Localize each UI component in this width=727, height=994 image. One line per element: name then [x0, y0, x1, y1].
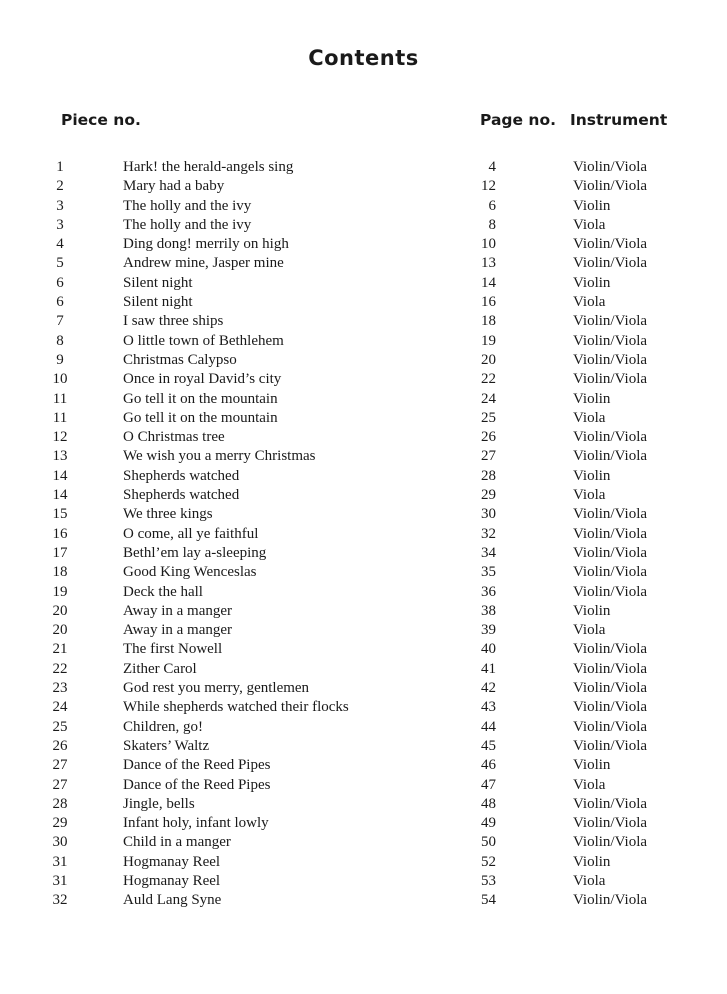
list-item: [0, 756, 727, 775]
list-item: [0, 235, 727, 254]
contents-list: [0, 158, 727, 911]
list-item: [0, 467, 727, 486]
instrument: Violin: [573, 853, 611, 870]
piece-number: 10: [52, 371, 68, 388]
instrument: Violin: [573, 467, 611, 484]
piece-title: Good King Wenceslas: [123, 564, 257, 581]
piece-number: 23: [52, 680, 68, 697]
piece-number: 27: [52, 776, 68, 793]
list-item: [0, 698, 727, 717]
list-item: [0, 660, 727, 679]
piece-number: 29: [52, 815, 68, 832]
page-number: 50: [481, 834, 496, 851]
piece-number: 14: [52, 467, 68, 484]
page-number: 28: [481, 467, 496, 484]
piece-title: We three kings: [123, 506, 213, 523]
list-item: [0, 891, 727, 910]
piece-title: Dance of the Reed Pipes: [123, 776, 271, 793]
list-item: [0, 776, 727, 795]
list-item: [0, 563, 727, 582]
piece-title: Auld Lang Syne: [123, 892, 222, 909]
list-item: [0, 833, 727, 852]
piece-title: The first Nowell: [123, 641, 223, 658]
page-number: 42: [481, 680, 496, 697]
page-number: 47: [481, 776, 496, 793]
list-item: [0, 177, 727, 196]
piece-number: 19: [52, 583, 68, 600]
instrument: Violin/Viola: [573, 544, 648, 561]
piece-number: 11: [52, 409, 68, 426]
piece-title: Hogmanay Reel: [123, 853, 221, 870]
page-number: 44: [481, 718, 496, 735]
page-number: 13: [481, 255, 496, 272]
instrument: Viola: [573, 487, 606, 504]
list-item: [0, 216, 727, 235]
piece-title: Infant holy, infant lowly: [123, 815, 269, 832]
instrument: Viola: [573, 294, 606, 311]
instrument: Viola: [573, 872, 606, 889]
list-item: [0, 293, 727, 312]
page-number: 30: [481, 506, 496, 523]
piece-title: O little town of Bethlehem: [123, 332, 284, 349]
piece-number: 5: [56, 255, 64, 272]
instrument: Violin: [573, 390, 611, 407]
page-number: 25: [481, 409, 496, 426]
instrument: Violin/Viola: [573, 718, 648, 735]
piece-number: 4: [56, 236, 64, 253]
piece-number: 20: [52, 602, 68, 619]
piece-number: 9: [56, 351, 64, 368]
instrument: Violin/Viola: [573, 448, 648, 465]
list-item: [0, 583, 727, 602]
list-item: [0, 312, 727, 331]
piece-title: Andrew mine, Jasper mine: [123, 255, 284, 272]
piece-title: Christmas Calypso: [123, 351, 237, 368]
piece-number: 24: [52, 699, 68, 716]
list-item: [0, 718, 727, 737]
instrument: Violin/Viola: [573, 313, 648, 330]
instrument: Violin/Viola: [573, 641, 648, 658]
list-item: [0, 158, 727, 177]
instrument: Violin/Viola: [573, 583, 648, 600]
instrument: Violin: [573, 757, 611, 774]
page-number: 29: [481, 487, 496, 504]
page-number: 16: [481, 294, 496, 311]
page-number: 24: [481, 390, 496, 407]
piece-title: Zither Carol: [123, 660, 197, 677]
piece-title: Skaters’ Waltz: [123, 737, 210, 754]
piece-number: 30: [52, 834, 68, 851]
list-item: [0, 390, 727, 409]
instrument: Violin/Viola: [573, 660, 648, 677]
page-number: 14: [481, 274, 496, 291]
list-item: [0, 505, 727, 524]
page-number: 6: [488, 197, 496, 214]
piece-number: 31: [52, 872, 68, 889]
list-item: [0, 254, 727, 273]
piece-title: While shepherds watched their flocks: [123, 699, 349, 716]
piece-title: Children, go!: [123, 718, 203, 735]
piece-title: Silent night: [123, 274, 193, 291]
piece-title: The holly and the ivy: [123, 216, 252, 233]
instrument: Violin/Viola: [573, 351, 648, 368]
page-number: 49: [481, 815, 496, 832]
page-number: 20: [481, 351, 496, 368]
instrument: Viola: [573, 776, 606, 793]
piece-title: Hogmanay Reel: [123, 872, 221, 889]
page-number: 10: [481, 236, 496, 253]
page-number: 4: [488, 159, 496, 175]
list-item: [0, 679, 727, 698]
list-item: [0, 370, 727, 389]
list-item: [0, 409, 727, 428]
instrument: Violin/Viola: [573, 892, 648, 909]
piece-title: Mary had a baby: [123, 178, 225, 195]
list-item: [0, 428, 727, 447]
list-item: [0, 640, 727, 659]
page-number: 35: [481, 564, 496, 581]
piece-title: O Christmas tree: [123, 429, 225, 446]
piece-title: Shepherds watched: [123, 467, 240, 484]
instrument: Violin: [573, 274, 611, 291]
piece-number: 16: [52, 525, 68, 542]
piece-number: 12: [52, 429, 68, 446]
list-item: [0, 274, 727, 293]
piece-title: Away in a manger: [123, 602, 232, 619]
piece-number: 6: [56, 274, 64, 291]
instrument: Viola: [573, 409, 606, 426]
instrument: Violin/Viola: [573, 236, 648, 253]
page-number: 45: [481, 737, 496, 754]
instrument: Violin/Viola: [573, 429, 648, 446]
page-number: 26: [481, 429, 496, 446]
instrument: Violin: [573, 197, 611, 214]
piece-number: 22: [52, 660, 68, 677]
piece-title: Silent night: [123, 294, 193, 311]
piece-title: Once in royal David’s city: [123, 371, 282, 388]
piece-title: Jingle, bells: [123, 795, 195, 812]
piece-title: Go tell it on the mountain: [123, 390, 278, 407]
piece-no-header: Piece no.: [61, 111, 141, 129]
piece-number: 17: [52, 544, 68, 561]
instrument-header: Instrument: [570, 111, 668, 129]
page-number: 41: [481, 660, 496, 677]
list-item: [0, 486, 727, 505]
instrument: Viola: [573, 216, 606, 233]
piece-number: 20: [52, 622, 68, 639]
piece-title: O come, all ye faithful: [123, 525, 259, 542]
instrument: Violin/Viola: [573, 564, 648, 581]
list-item: [0, 544, 727, 563]
piece-number: 25: [52, 718, 68, 735]
piece-title: God rest you merry, gentlemen: [123, 680, 310, 697]
list-item: [0, 332, 727, 351]
page-number: 43: [481, 699, 496, 716]
piece-title: Deck the hall: [123, 583, 203, 600]
instrument: Violin/Viola: [573, 332, 648, 349]
piece-number: 13: [52, 448, 68, 465]
page-number: 22: [481, 371, 496, 388]
page-number: 38: [481, 602, 496, 619]
page-number: 54: [481, 892, 496, 909]
page-number: 18: [481, 313, 496, 330]
piece-number: 11: [52, 390, 68, 407]
list-item: [0, 872, 727, 891]
instrument: Violin/Viola: [573, 525, 648, 542]
piece-number: 26: [52, 737, 68, 754]
list-item: [0, 737, 727, 756]
list-item: [0, 814, 727, 833]
page-number: 46: [481, 757, 496, 774]
list-item: [0, 602, 727, 621]
instrument: Violin/Viola: [573, 159, 648, 175]
piece-number: 3: [56, 197, 64, 214]
instrument: Violin/Viola: [573, 506, 648, 523]
instrument: Violin/Viola: [573, 795, 648, 812]
piece-title: I saw three ships: [123, 313, 224, 330]
page-number: 34: [481, 544, 496, 561]
page-number: 53: [481, 872, 496, 889]
list-item: [0, 197, 727, 216]
page-number: 32: [481, 525, 496, 542]
piece-title: Bethl’em lay a-sleeping: [123, 544, 267, 561]
instrument: Viola: [573, 622, 606, 639]
list-item: [0, 351, 727, 370]
piece-title: Go tell it on the mountain: [123, 409, 278, 426]
piece-title: Dance of the Reed Pipes: [123, 757, 271, 774]
piece-number: 6: [56, 294, 64, 311]
page-number: 36: [481, 583, 496, 600]
piece-number: 2: [56, 178, 64, 195]
piece-title: The holly and the ivy: [123, 197, 252, 214]
piece-number: 8: [56, 332, 64, 349]
page-number: 40: [481, 641, 496, 658]
instrument: Violin: [573, 602, 611, 619]
page-number: 52: [481, 853, 496, 870]
page-number: 27: [481, 448, 496, 465]
piece-number: 32: [52, 892, 68, 909]
page-no-header: Page no.: [480, 111, 556, 129]
piece-number: 28: [52, 795, 68, 812]
list-item: [0, 525, 727, 544]
piece-number: 21: [52, 641, 68, 658]
piece-number: 14: [52, 487, 68, 504]
piece-title: Ding dong! merrily on high: [123, 236, 289, 253]
piece-number: 18: [52, 564, 68, 581]
instrument: Violin/Viola: [573, 815, 648, 832]
piece-number: 3: [56, 216, 64, 233]
page-number: 48: [481, 795, 496, 812]
list-item: [0, 621, 727, 640]
instrument: Violin/Viola: [573, 371, 648, 388]
piece-number: 15: [52, 506, 68, 523]
instrument: Violin/Viola: [573, 178, 648, 195]
instrument: Violin/Viola: [573, 699, 648, 716]
list-item: [0, 447, 727, 466]
piece-number: 27: [52, 757, 68, 774]
page-number: 8: [488, 216, 496, 233]
page-number: 19: [481, 332, 496, 349]
piece-title: Away in a manger: [123, 622, 232, 639]
piece-title: Hark! the herald-angels sing: [123, 159, 294, 175]
piece-number: 1: [56, 159, 64, 175]
page-number: 39: [481, 622, 496, 639]
page-number: 12: [481, 178, 496, 195]
instrument: Violin/Viola: [573, 255, 648, 272]
instrument: Violin/Viola: [573, 737, 648, 754]
piece-number: 7: [56, 313, 64, 330]
piece-number: 31: [52, 853, 68, 870]
instrument: Violin/Viola: [573, 680, 648, 697]
piece-title: Shepherds watched: [123, 487, 240, 504]
piece-title: We wish you a merry Christmas: [123, 448, 316, 465]
piece-title: Child in a manger: [123, 834, 231, 851]
page-title: Contents: [308, 46, 419, 70]
list-item: [0, 795, 727, 814]
list-item: [0, 853, 727, 872]
instrument: Violin/Viola: [573, 834, 648, 851]
